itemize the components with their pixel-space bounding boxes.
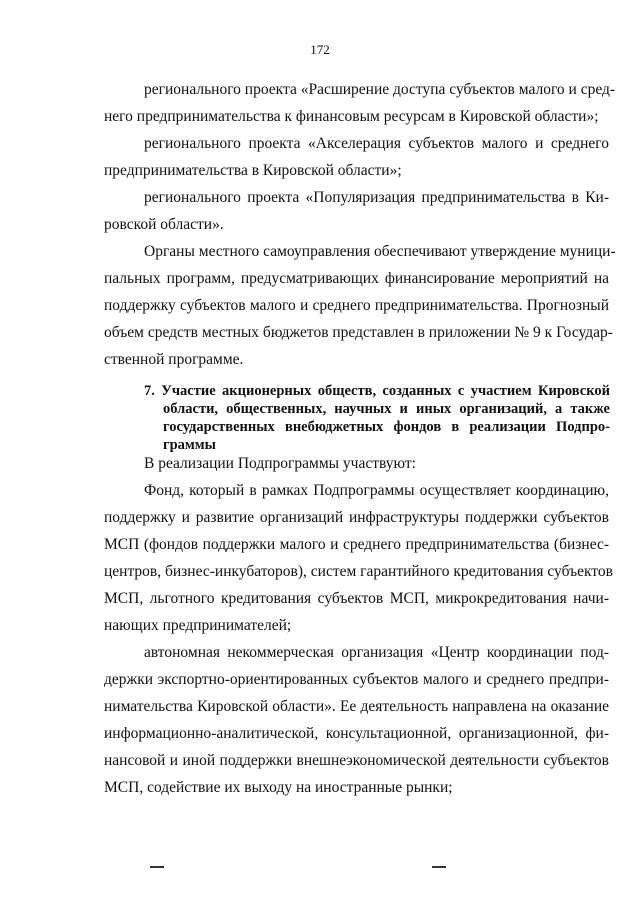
text-line: МСП (фондов поддержки малого и среднего предпринимательства (бизнес- <box>104 536 609 553</box>
text-line: МСП, содействие их выходу на иностранные рынки; <box>104 779 453 796</box>
text-line: Фонд, который в рамках Подпрограммы осуществляет координацию, <box>144 482 609 499</box>
footer-mark-left <box>150 866 164 868</box>
text-line: Органы местного самоуправления обеспечивают утверждение муници- <box>144 243 616 260</box>
text-line: пальных программ, предусматривающих финансирование мероприятий на <box>104 270 609 287</box>
text-line: центров, бизнес-инкубаторов), систем гарантийного кредитования субъектов <box>104 563 613 580</box>
section-heading <box>144 382 610 454</box>
text-line: держки экспортно-ориентированных субъектов малого и среднего предпри- <box>104 671 609 688</box>
text-line: нающих предпринимателей; <box>104 617 292 634</box>
text-line: предпринимательства в Кировской области»; <box>104 162 402 179</box>
heading-line: 7. Участие акционерных обществ, созданных с участием Кировской <box>144 383 610 399</box>
text-line: В реализации Подпрограммы участвуют: <box>144 455 416 472</box>
paragraph-participants-intro <box>104 450 609 477</box>
text-line: ственной программе. <box>104 351 244 368</box>
text-line: поддержку субъектов малого и среднего предпринимательства. Прогнозный <box>104 297 609 314</box>
text-line: автономная некоммерческая организация «Центр координации под- <box>144 644 609 661</box>
page-number: 172 <box>310 42 330 57</box>
text-line: ровской области». <box>104 216 224 233</box>
text-line: объем средств местных бюджетов представлен в приложении № 9 к Государ- <box>104 324 613 341</box>
text-line: МСП, льготного кредитования субъектов МСП, микрокредитования начи- <box>104 590 609 607</box>
paragraph-fund-paragraph <box>104 477 613 639</box>
heading-line: государственных внебюджетных фондов в реализации Подпро- <box>163 419 610 435</box>
text-line: него предпринимательства к финансовым ресурсам в Кировской области»; <box>104 108 599 125</box>
text-line: регионального проекта «Расширение доступа субъектов малого и сред- <box>144 81 616 98</box>
text-line: поддержку и развитие организаций инфраструктуры поддержки субъектов <box>104 509 609 526</box>
body-text-bottom <box>104 450 613 801</box>
paragraph-regional-project-popularization <box>104 184 609 238</box>
text-line: нимательства Кировской области». Ее деятельность направлена на оказание <box>104 698 609 715</box>
paragraph-regional-project-acceleration <box>104 130 609 184</box>
text-line: регионального проекта «Акселерация субъектов малого и среднего <box>144 135 609 152</box>
heading-line: граммы <box>163 437 216 453</box>
text-line: нансовой и иной поддержки внешнеэкономической деятельности субъектов <box>104 752 609 769</box>
paragraph-local-government-paragraph <box>104 238 616 373</box>
text-line: информационно-аналитической, консультационной, организационной, фи- <box>104 725 609 742</box>
text-line: регионального проекта «Популяризация предпринимательства в Ки- <box>144 189 609 206</box>
body-text-top <box>104 76 616 373</box>
paragraph-export-center-paragraph <box>104 639 609 801</box>
heading-line: области, общественных, научных и иных организаций, а также <box>163 401 610 417</box>
footer-mark-right <box>432 866 446 868</box>
paragraph-regional-project-finance <box>104 76 616 130</box>
